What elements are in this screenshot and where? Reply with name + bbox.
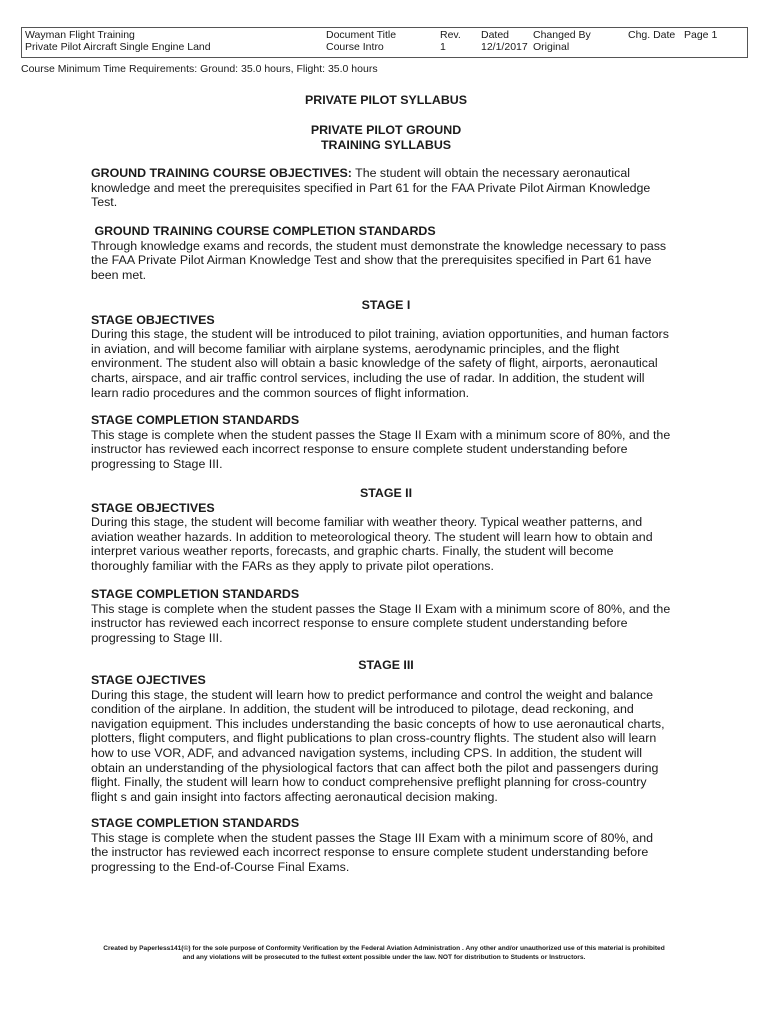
min-time-requirements: Course Minimum Time Requirements: Ground: 35.0 hours, Flight: 35.0 hours [21,63,378,75]
dated-value: 12/1/2017 [481,41,528,53]
paragraph-line: instructor has reviewed each incorrect response to ensure complete student understanding before [91,616,628,631]
stage-objectives-heading: STAGE OBJECTIVES [91,312,215,327]
course-completion-standards [91,224,681,282]
paragraph-line: interpret various weather reports, forecasts, and graphic charts. Finally, the student will become [91,544,614,559]
paragraph-line: progressing to Stage III. [91,456,223,471]
paragraph-line: flight. Finally, the student will learn how to conduct comprehensive preflight planning for cross-country [91,775,647,790]
doc-title-label: Document Title [326,29,397,41]
page-number: Page 1 [684,29,718,41]
footer-disclaimer [40,945,728,962]
stage-completion-heading: STAGE COMPLETION STANDARDS [91,413,300,427]
stage-1-title: STAGE I [361,298,411,312]
paragraph-line: This stage is complete when the student passes the Stage II Exam with a minimum score of 80%, and the [91,427,671,442]
header-org [25,29,211,53]
paragraph-line: thoroughly familiar with the FARs as they apply to private pilot operations. [91,558,494,573]
paragraph-line: learn radio procedures and the common sources of flight information. [91,385,470,400]
stage-3-objectives [91,673,681,804]
paragraph-line: been met. [91,267,147,282]
course-objectives-line3: Test. [91,195,118,210]
course-objectives-line1: The student will obtain the necessary aeronautical [351,166,630,180]
rev-label: Rev. [440,29,461,41]
paragraph-line: progressing to Stage III. [91,630,223,645]
stage-completion-heading: STAGE COMPLETION STANDARDS [91,816,300,830]
paragraph-line: During this stage, the student will become familiar with weather theory. Typical weather patterns, and [91,515,643,530]
stage-completion-heading: STAGE COMPLETION STANDARDS [91,587,300,601]
paragraph-line: environment. The student also will obtain a basic knowledge of the safety of flight, airports, aeronautical [91,356,658,371]
org-name: Wayman Flight Training [25,29,135,41]
doc-title-value: Course Intro [326,41,384,53]
stage-2-objectives [91,501,681,574]
paragraph-line: condition of the airplane. In addition, the student will be introduced to pilotage, dead reckoning, and [91,702,634,717]
paragraph-line: how to use VOR, ADF, and advanced navigation systems, including CPS. In addition, the student will [91,745,643,760]
paragraph-line: the instructor has reviewed each incorrect response to ensure complete student understanding before [91,845,649,860]
paragraph-line: This stage is complete when the student passes the Stage II Exam with a minimum score of 80%, and the [91,601,671,616]
dated-label: Dated [481,29,510,41]
footer-line1: Created by Paperless141(©) for the sole purpose of Conformity Verification by the Federal Aviation Administration . Any other and/or unauthorized use of this material is prohibited [103,945,665,952]
header-doc-title [326,29,396,53]
stage-3-completion-standards [91,816,681,874]
paragraph-line: navigation equipment. This includes understanding the basic concepts of how to use aeronautical charts, [91,716,665,731]
stage-2-title: STAGE II [359,486,413,500]
syllabus-title: PRIVATE PILOT SYLLABUS [304,93,467,107]
header-rev [440,29,461,53]
header-changed-by [533,29,591,53]
paragraph-line: obtain an understanding of the physiological factors that can affect both the pilot and passengers during [91,760,659,775]
paragraph-line: This stage is complete when the student passes the Stage III Exam with a minimum score of 80%, and [91,830,653,845]
paragraph-line: aviation weather hazards. In addition to meteorological theory. The student will learn how to obtain and [91,529,653,544]
paragraph-line: instructor has reviewed each incorrect response to ensure complete student understanding before [91,442,628,457]
chg-date-label: Chg. Date [628,29,676,41]
paragraph-line: in aviation, and will become familiar with airplane systems, aerodynamic principles, and the flight [91,341,620,356]
stage-objectives-heading: STAGE OBJECTIVES [91,500,215,515]
course-objectives-line2: knowledge and meet the prerequisites specified in Part 61 for the FAA Private Pilot Airman Knowledge [91,180,651,195]
changed-by-label: Changed By [533,29,591,41]
rev-value: 1 [440,41,446,53]
paragraph-line: plotters, flight computers, and flight publications to plan cross-country flights. The student also will learn [91,731,657,746]
course-completion-heading: GROUND TRAINING COURSE COMPLETION STANDARDS [91,224,436,238]
paragraph-line: charts, airspace, and air traffic control services, including the use of radar. In addition, the student will [91,370,645,385]
footer-line2: and any violations will be prosecuted to the fullest extent possible under the law. NOT for distribution to Students or Instructors. [182,953,586,961]
header-dated [481,29,528,53]
header-page [684,29,717,41]
course-objectives [91,166,681,210]
stage-1-completion-standards [91,413,681,471]
stage-2-completion-standards [91,587,681,645]
paragraph-line: During this stage, the student will be introduced to pilot training, aviation opportunities, and human factors [91,327,669,342]
ground-title-line1: PRIVATE PILOT GROUND [310,123,462,137]
paragraph-line: progressing to the End-of-Course Final Exams. [91,859,350,874]
paragraph-line: During this stage, the student will learn how to predict performance and control the weight and balance [91,687,654,702]
paragraph-line: Through knowledge exams and records, the student must demonstrate the knowledge necessary to pass [91,238,667,253]
changed-by-value: Original [533,41,570,53]
header-chg-date [628,29,675,41]
paragraph-line: the FAA Private Pilot Airman Knowledge Test and show that the prerequisites specified in Part 61 have [91,253,652,268]
stage-objectives-heading: STAGE OJECTIVES [91,673,206,687]
stage-3-title: STAGE III [358,658,414,672]
stage-1-objectives [91,313,681,401]
ground-title-line2: TRAINING SYLLABUS [320,137,452,152]
paragraph-line: flight s and gain insight into factors affecting aeronautical decision making. [91,789,498,804]
document-header [21,27,748,58]
course-objectives-heading: GROUND TRAINING COURSE OBJECTIVES: [91,166,352,180]
course-name: Private Pilot Aircraft Single Engine Land [25,41,211,53]
